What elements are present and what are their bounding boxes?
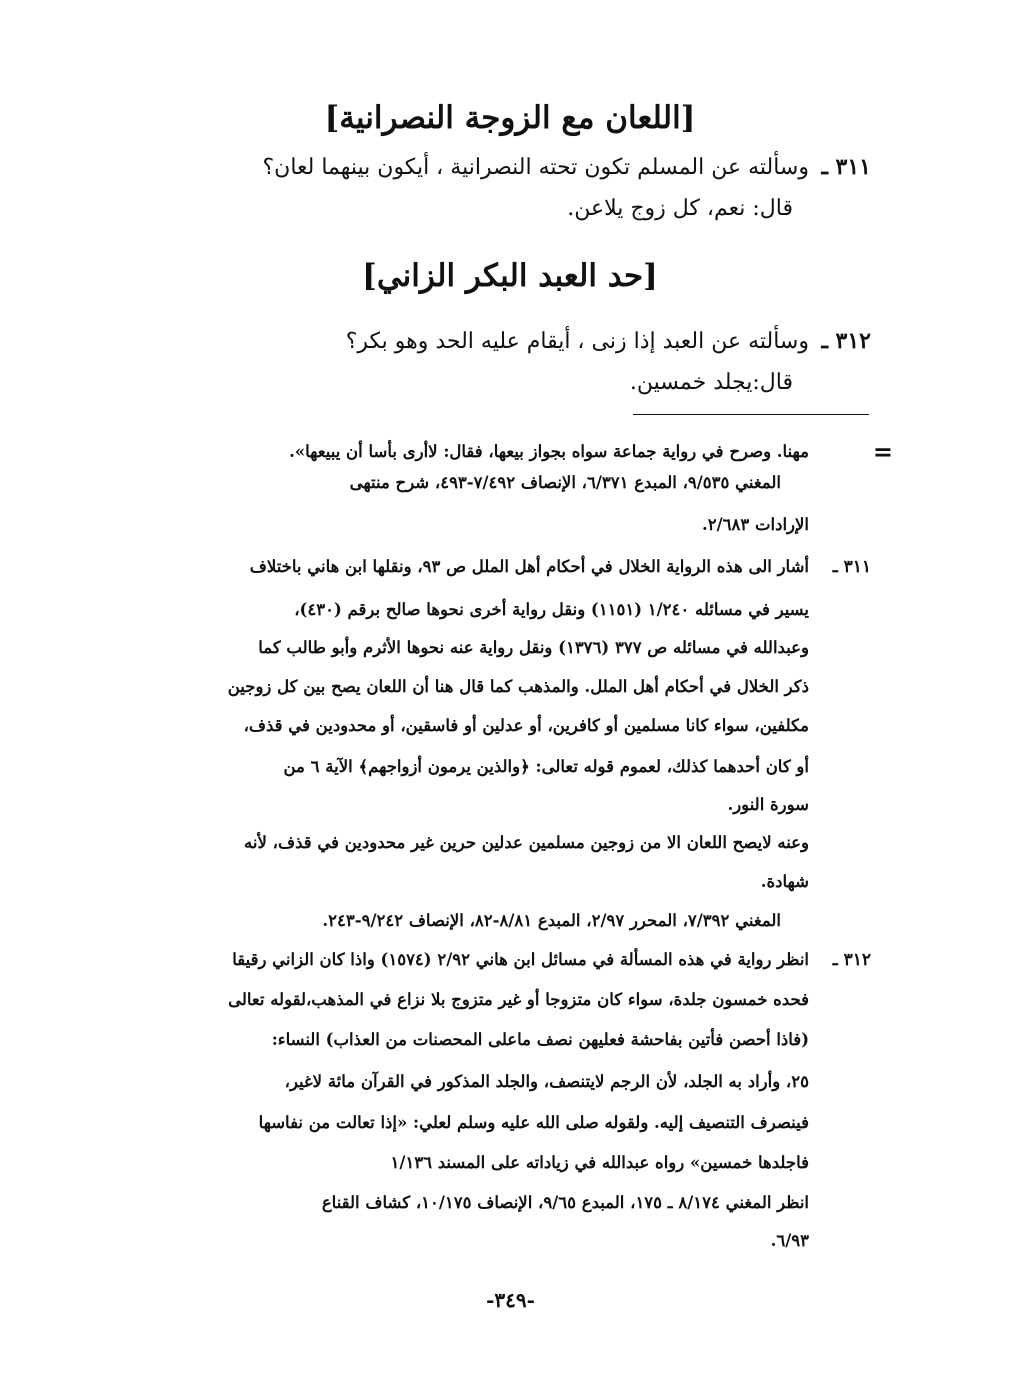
footnote-312-line: ٢٥، وأراد به الجلد، لأن الرجم لايتنصف، والجلد المذكور في القرآن مائة لاغير، xyxy=(284,1072,809,1091)
question-text: وسألته عن المسلم تكون تحته النصرانية ، أيكون بينهما لعان؟ xyxy=(262,155,809,180)
question-311 xyxy=(262,150,871,185)
footnote-311-line: سورة النور. xyxy=(727,795,809,814)
footnote-311-line: أشار الى هذه الرواية الخلال في أحكام أهل الملل ص ٩٣، ونقلها ابن هاني باختلاف xyxy=(249,557,809,576)
footnote-separator xyxy=(633,414,869,415)
footnote-311-number: ٣١١ ـ xyxy=(832,557,871,577)
footnote-311-line: وعنه لايصح اللعان الا من زوجين مسلمين عدلين حرين غير محدودين في قذف، لأنه xyxy=(244,833,809,852)
footnote-continuation-line: مهنا. وصرح في رواية جماعة سواه بجواز بيعها، فقال: لاأرى بأسا أن يبيعها». xyxy=(289,442,809,461)
footnote-311-line: وعبدالله في مسائله ص ٣٧٧ (١٣٧٦) ونقل رواية عنه نحوها الأثرم وأبو طالب كما xyxy=(258,638,809,657)
section-heading-hadd: [حد العبد البكر الزاني] xyxy=(362,258,658,294)
footnote-312-line: ٦/٩٣. xyxy=(770,1231,809,1250)
footnote-311-line: يسير في مسائله ١/٢٤٠ (١١٥١) ونقل رواية أخرى نحوها صالح برقم (٤٣٠)، xyxy=(294,600,809,619)
footnote-312-line: فحده خمسون جلدة، سواء كان متزوجا أو غير متزوج بلا نزاع في المذهب،لقوله تعالى xyxy=(228,990,809,1009)
answer-311: قال: نعم، كل زوج يلاعن. xyxy=(567,196,793,221)
page-number: -٣٤٩- xyxy=(486,1288,535,1312)
footnote-312-line: فاجلدها خمسين» رواه عبدالله في زياداته على المسند ١/١٣٦ xyxy=(390,1153,809,1172)
footnote-312-line: فينصرف التنصيف إليه. ولقوله صلى الله عليه وسلم لعلي: «إذا تعالت من نفاسها xyxy=(258,1113,809,1132)
footnote-312-number: ٣١٢ ـ xyxy=(832,950,871,970)
footnote-311-line: المغني ٧/٣٩٢، المحرر ٢/٩٧، المبدع ٨/٨١-٨٢، الإنصاف ٩/٢٤٢-٢٤٣. xyxy=(322,911,781,930)
section-heading-lian: [اللعان مع الزوجة النصرانية] xyxy=(324,100,696,136)
footnote-311-line: شهادة. xyxy=(760,872,809,891)
question-312 xyxy=(346,324,871,359)
continuation-marker: = xyxy=(872,437,893,466)
footnote-312-line: انظر المغني ٨/١٧٤ ـ ١٧٥، المبدع ٩/٦٥، الإنصاف ١٠/١٧٥، كشاف القناع xyxy=(321,1193,809,1212)
footnote-312-line: (فاذا أحصن فأتين بفاحشة فعليهن نصف ماعلى المحصنات من العذاب) النساء: xyxy=(271,1030,809,1049)
footnote-311-line: مكلفين، سواء كانا مسلمين أو كافرين، أو عدلين أو فاسقين، أو محدودين في قذف، xyxy=(243,716,809,735)
question-number: ٣١١ ـ xyxy=(821,154,871,180)
footnote-continuation-line: المغني ٩/٥٣٥، المبدع ٦/٣٧١، الإنصاف ٧/٤٩٢-٤٩٣، شرح منتهى xyxy=(349,473,781,492)
question-number: ٣١٢ ـ xyxy=(821,328,871,354)
question-text: وسألته عن العبد إذا زنى ، أيقام عليه الحد وهو بكر؟ xyxy=(345,329,809,354)
footnote-continuation-line: الإرادات ٢/٦٨٣. xyxy=(702,515,809,534)
answer-312: قال:يجلد خمسين. xyxy=(629,370,793,395)
footnote-311-line: أو كان أحدهما كذلك، لعموم قوله تعالى: ﴿والذين يرمون أزواجهم﴾ الآية ٦ من xyxy=(283,757,809,776)
footnote-311-line: ذكر الخلال في أحكام أهل الملل. والمذهب كما قال هنا أن اللعان يصح بين كل زوجين xyxy=(227,677,809,696)
footnote-312-line: انظر رواية في هذه المسألة في مسائل ابن هاني ٢/٩٢ (١٥٧٤) واذا كان الزاني رقيقا xyxy=(232,950,809,969)
